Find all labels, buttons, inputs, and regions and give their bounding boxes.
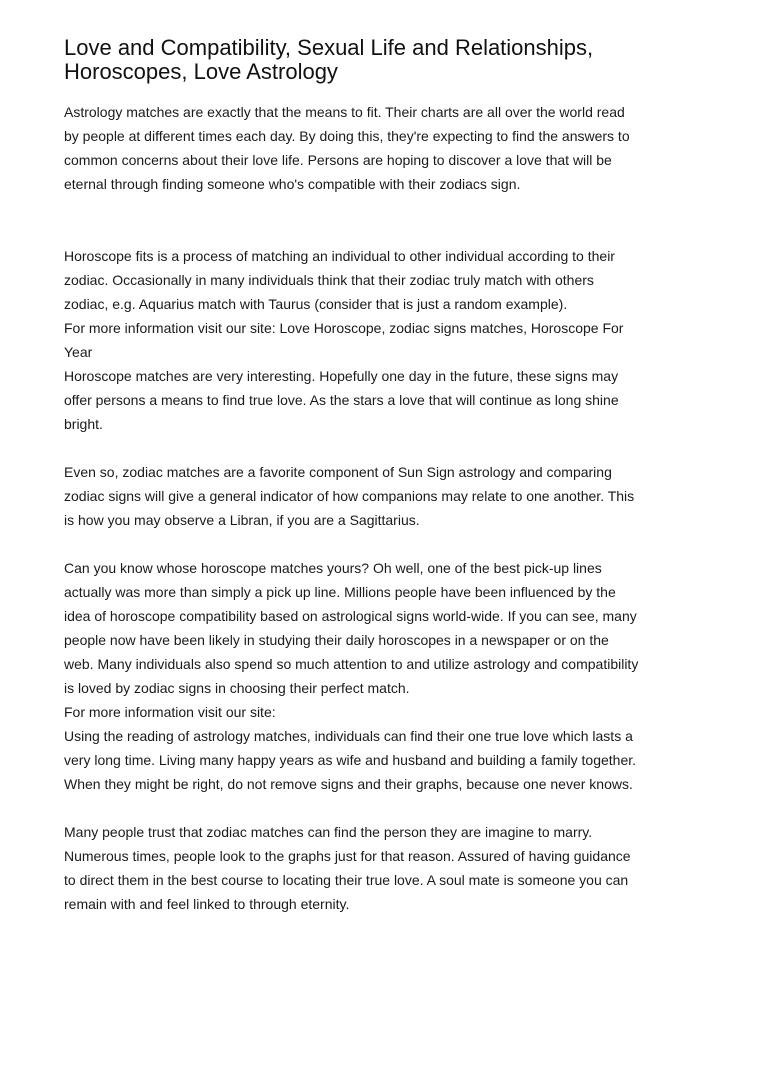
text-line: For more information visit our site: <box>64 704 276 720</box>
paragraph-1 <box>64 100 708 196</box>
text-line: web. Many individuals also spend so much attention to and utilize astrology and compatibility <box>64 656 639 672</box>
title-line: Love and Compatibility, Sexual Life and Relationships, <box>64 35 594 60</box>
text-line: offer persons a means to find true love. As the stars a love that will continue as long shine <box>64 392 619 408</box>
text-line: is loved by zodiac signs in choosing their perfect match. <box>64 680 410 696</box>
paragraph-spacer <box>64 196 708 244</box>
paragraph-4 <box>64 556 708 796</box>
text-line: Many people trust that zodiac matches can find the person they are imagine to marry. <box>64 824 593 840</box>
paragraph-3 <box>64 460 708 532</box>
paragraph-spacer <box>64 436 708 460</box>
text-line: remain with and feel linked to through eternity. <box>64 896 350 912</box>
text-line: very long time. Living many happy years as wife and husband and building a family together. <box>64 752 637 768</box>
text-line: Year <box>64 344 93 360</box>
text-line: idea of horoscope compatibility based on astrological signs world-wide. If you can see, many <box>64 608 637 624</box>
text-line: to direct them in the best course to locating their true love. A soul mate is someone you can <box>64 872 629 888</box>
text-line: zodiac. Occasionally in many individuals think that their zodiac truly match with others <box>64 272 594 288</box>
text-line: common concerns about their love life. Persons are hoping to discover a love that will be <box>64 152 612 168</box>
text-line: Using the reading of astrology matches, individuals can find their one true love which lasts a <box>64 728 633 744</box>
text-line: by people at different times each day. By doing this, they're expecting to find the answers to <box>64 128 630 144</box>
title-line: Horoscopes, Love Astrology <box>64 59 338 84</box>
text-line: eternal through finding someone who's compatible with their zodiacs sign. <box>64 176 521 192</box>
document-title <box>64 36 708 84</box>
text-line: people now have been likely in studying their daily horoscopes in a newspaper or on the <box>64 632 609 648</box>
text-line: Numerous times, people look to the graphs just for that reason. Assured of having guidance <box>64 848 631 864</box>
text-line: zodiac signs will give a general indicator of how companions may relate to one another. This <box>64 488 635 504</box>
text-line: Horoscope matches are very interesting. Hopefully one day in the future, these signs may <box>64 368 619 384</box>
text-line: When they might be right, do not remove signs and their graphs, because one never knows. <box>64 776 633 792</box>
paragraph-spacer <box>64 796 708 820</box>
text-line: Horoscope fits is a process of matching an individual to other individual according to their <box>64 248 615 264</box>
text-line: zodiac, e.g. Aquarius match with Taurus (consider that is just a random example). <box>64 296 568 312</box>
text-line: bright. <box>64 416 103 432</box>
paragraph-spacer <box>64 532 708 556</box>
text-line: is how you may observe a Libran, if you are a Sagittarius. <box>64 512 420 528</box>
paragraph-2 <box>64 244 708 436</box>
text-line: Can you know whose horoscope matches yours? Oh well, one of the best pick-up lines <box>64 560 602 576</box>
paragraph-5 <box>64 820 708 916</box>
text-line: actually was more than simply a pick up line. Millions people have been influenced by the <box>64 584 616 600</box>
text-line: Astrology matches are exactly that the means to fit. Their charts are all over the world read <box>64 104 625 120</box>
text-line: Even so, zodiac matches are a favorite component of Sun Sign astrology and comparing <box>64 464 612 480</box>
text-line: For more information visit our site: Love Horoscope, zodiac signs matches, Horoscope For <box>64 320 624 336</box>
